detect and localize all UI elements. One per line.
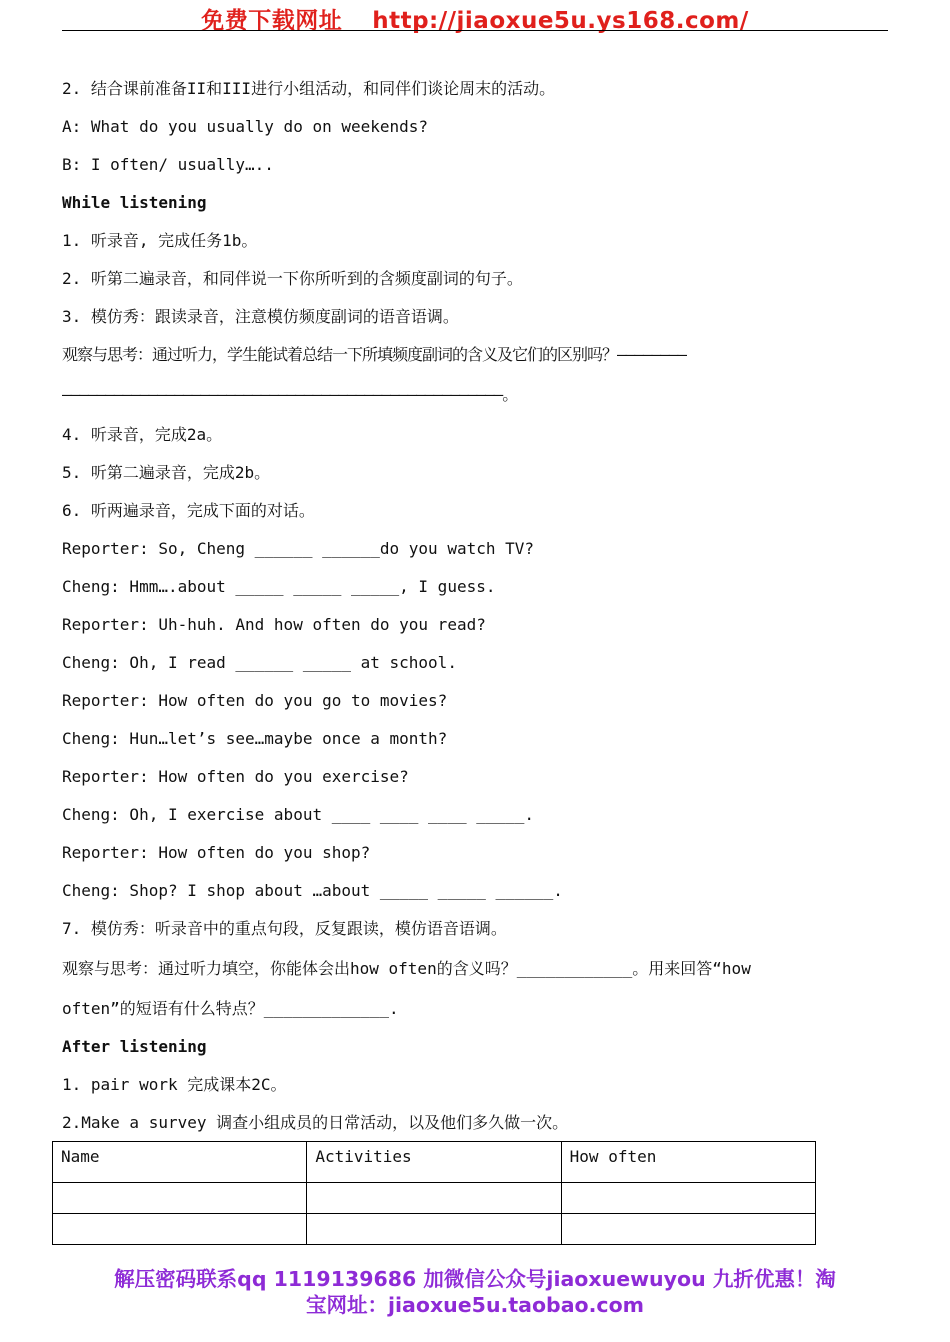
dialogue-line: Cheng: Shop? I shop about …about _____ _____ ______. [62,881,563,900]
text-line: 4. 听录音，完成2a。 [62,425,223,444]
text-line: 3. 模仿秀：跟读录音，注意模仿频度副词的语音语调。 [62,307,459,326]
worksheet-body [62,70,892,1142]
page-header [0,0,950,34]
dialogue-line: Cheng: Oh, I read ______ _____ at school. [62,653,457,672]
table-cell [53,1214,307,1245]
text-line: A: What do you usually do on weekends? [62,117,429,136]
section-heading-while-listening: While listening [62,193,207,212]
table-row [53,1214,816,1245]
table-row [53,1183,816,1214]
text-line: 2. 听第二遍录音，和同伴说一下你所听到的含频度副词的句子。 [62,269,523,288]
header-title: 免费下载网址 [201,8,343,34]
text-line: 7. 模仿秀：听录音中的重点句段，反复跟读，模仿语音语调。 [62,919,507,938]
table-header-row [53,1142,816,1183]
page-footer [0,1266,950,1318]
survey-table [52,1141,816,1245]
dialogue-line: Reporter: So, Cheng ______ ______do you watch TV? [62,539,535,558]
text-line: often”的短语有什么特点？_____________. [62,999,399,1018]
dialogue-line: Cheng: Hun…let’s see…maybe once a month? [62,729,448,748]
header-divider [62,30,888,31]
text-line: 2. 结合课前准备II和III进行小组活动，和同伴们谈论周末的活动。 [62,79,556,98]
table-cell [307,1214,561,1245]
footer-line-contact: 解压密码联系qq 1119139686 加微信公众号jiaoxuewuyou 九折优惠！淘 [114,1267,836,1291]
table-cell [53,1183,307,1214]
text-line: B: I often/ usually….. [62,155,274,174]
dialogue-line: Reporter: How often do you shop? [62,843,371,862]
footer-line-shop: 宝网址：jiaoxue5u.taobao.com [305,1293,645,1317]
text-line: 6. 听两遍录音，完成下面的对话。 [62,501,315,520]
column-header-name: Name [53,1142,307,1183]
text-line: 观察与思考：通过听力填空，你能体会出how often的含义吗？____________。用来回答“how [62,959,751,978]
dialogue-line: Cheng: Oh, I exercise about ____ ____ ____ _____. [62,805,535,824]
column-header-how-often: How often [561,1142,815,1183]
text-line: 2.Make a survey 调查小组成员的日常活动，以及他们多久做一次。 [62,1113,569,1132]
dialogue-line: Cheng: Hmm….about _____ _____ _____, I guess. [62,577,496,596]
dialogue-line: Reporter: Uh-huh. And how often do you read? [62,615,486,634]
dialogue-line: Reporter: How often do you go to movies? [62,691,448,710]
text-line: 观察与思考：通过听力，学生能试着总结一下所填频度副词的含义及它们的区别吗？———————— [62,345,687,364]
header-url[interactable]: http://jiaoxue5u.ys168.com/ [372,8,749,34]
table-cell [307,1183,561,1214]
text-line: 1. pair work 完成课本2C。 [62,1075,287,1094]
text-line: 5. 听第二遍录音，完成2b。 [62,463,271,482]
column-header-activities: Activities [307,1142,561,1183]
table-cell [561,1214,815,1245]
dialogue-line: Reporter: How often do you exercise? [62,767,409,786]
text-line: 1. 听录音, 完成任务1b。 [62,231,258,250]
section-heading-after-listening: After listening [62,1037,207,1056]
table-cell [561,1183,815,1214]
answer-line: ———————————————————————————————————————————————————。 [62,385,518,404]
